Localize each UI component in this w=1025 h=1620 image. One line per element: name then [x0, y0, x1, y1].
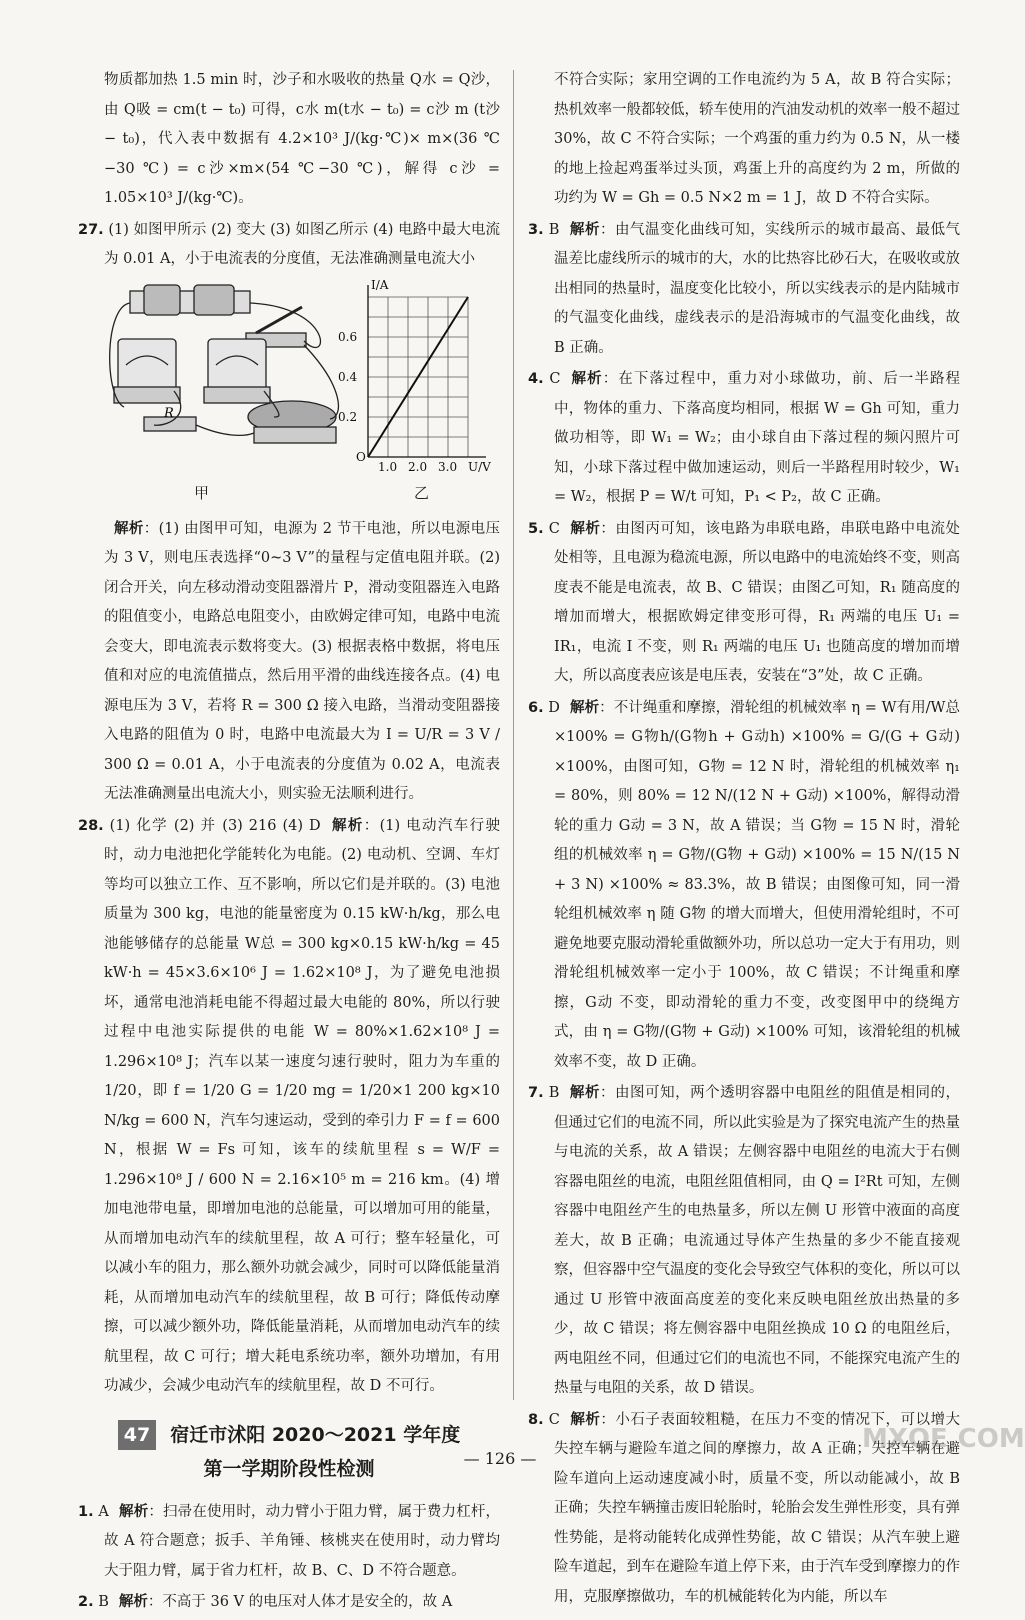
graph-xtick-1: 2.0: [408, 459, 428, 474]
paragraph-intro: 物质都加热 1.5 min 时，沙子和水吸收的热量 Q水 = Q沙，由 Q吸 = cm(t − t₀) 可得，c水 m(t水 − t₀) = c沙 m (t沙 − t₀)，代入表中数据有 4.2×10³ J/(kg·℃)× m×(36 ℃−30 ℃) = c沙×m×(54 ℃−30 ℃)，解得 c沙 = 1.05×10³ J/(kg·℃)。: [104, 72, 500, 206]
analysis-text: ：由气温变化曲线可知，实线所示的城市最高、最低气温差比虚线所示的城市的大，水的比热容比砂石大，在吸收或放出相同的热量时，温度变化比较小，所以实线表示的是内陆城市的气温变化曲线，虚线表示的是沿海城市的气温变化曲线，故 B 正确。: [554, 221, 961, 356]
section-subtitle: 第一学期阶段性检测: [203, 1457, 375, 1480]
analysis-label: 解析: [569, 221, 600, 238]
answer-text: C: [549, 371, 561, 387]
analysis-text: ：小石子表面较粗糙，在压力不变的情况下，可以增大失控车辆与避险车道之间的摩擦力，故 A 正确；失控车辆在避险车道向上运动速度减小时，质量不变，所以动能减小，故 B 正确；失控车辆撞击废旧轮胎时，轮胎会发生弹性形变，具有弹性势能，是将动能转化成弹性势能，故 C 错误；从汽车驶上避险车道起，到车在避险车道上停下来，由于汽车受到摩擦力的作用，克服摩擦做功，车的机械能转化为内能，所以车: [554, 1411, 961, 1605]
analysis-label: 解析: [569, 699, 600, 716]
question-number: 3.: [528, 221, 544, 238]
question-6: [528, 694, 960, 1078]
figure-label-yi: 乙: [414, 483, 430, 502]
analysis-text: ：不高于 36 V 的电压对人体才是安全的，故 A: [147, 1594, 453, 1610]
question-number: 7.: [528, 1085, 544, 1101]
graph-ytick-2: 0.2: [338, 409, 358, 424]
question-7: [528, 1079, 960, 1404]
graph-origin: O: [356, 449, 366, 464]
analysis-label: 解析: [330, 817, 364, 834]
analysis-text: ：扫帚在使用时，动力臂小于阻力臂，属于费力杠杆，故 A 符合题意；扳手、羊角锤、核桃夹在使用时，动力臂均大于阻力臂，属于省力杠杆，故 B、C、D 不符合题意。: [104, 1503, 501, 1579]
left-column: [78, 66, 500, 1620]
answer-text: (1) 化学 (2) 并 (3) 216 (4) D: [109, 817, 321, 834]
graph-xtick-0: 1.0: [378, 459, 398, 474]
analysis-label: 解析: [569, 1411, 601, 1428]
section-title: 宿迁市沭阳 2020～2021 学年度: [170, 1423, 461, 1446]
answer-text: B: [548, 1085, 560, 1101]
question-number: 6.: [528, 699, 544, 716]
question-4: [528, 365, 960, 513]
answer-text: B: [548, 221, 560, 238]
analysis-text: ：由图丙可知，该电路为串联电路，串联电路中电流处处相等，且电源为稳流电源，所以电路中的电流始终不变，则高度表不能是电流表，故 B、C 错误；由图乙可知，R₁ 随高度的增加而增大，根据欧姆定律变形可得，R₁ 两端的电压 U₁ = IR₁，电流 I 不变，则 R₁ 两端的电压 U₁ 也随高度的增加而增大，所以高度表应该是电压表，安装在“3”处，故 C 正确。: [554, 520, 961, 684]
analysis-label: 解析: [118, 1594, 148, 1610]
analysis-label: 解析: [569, 520, 601, 537]
answer-text: B: [98, 1594, 109, 1610]
paragraph-q2-continued: 不符合实际；家用空调的工作电流约为 5 A，故 B 符合实际；热机效率一般都较低，轿车使用的汽油发动机的效率一般不超过 30%，故 C 不符合实际；一个鸡蛋的重力约为 0.5 N，从一楼的地上捡起鸡蛋举过头顶，鸡蛋上升的高度约为 2 m，所做的功约为 W = Gh = 0.5 N×2 m = 1 J，故 D 不符合实际。: [554, 72, 960, 206]
column-divider: [513, 70, 514, 1400]
question-28: [78, 812, 500, 1402]
question-1: [78, 1498, 500, 1587]
resistor-label: R: [164, 405, 174, 421]
page-number: — 126 —: [463, 1449, 537, 1468]
question-2: [78, 1588, 500, 1618]
question-3: [528, 216, 960, 364]
analysis-label: 解析: [570, 371, 603, 387]
question-number: 8.: [528, 1411, 544, 1428]
analysis-label: 解析: [569, 1085, 600, 1101]
analysis-text: ：不计绳重和摩擦，滑轮组的机械效率 η = W有用/W总 ×100% = G物h/(G物h + G动h) ×100% = G/(G + G动) ×100%，由图可知，G物 = 12 N 时，滑轮组的机械效率 η₁ = 80%，则 80% = 12 N/(12 N + G动) ×100%，解得动滑轮的重力 G动 = 3 N，故 A 错误；当 G物 = 15 N 时，滑轮组的机械效率 η = G物/(G物 + G动) ×100% = 15 N/(15 N + 3 N) ×100% ≈ 83.3%，故 B 错误；由图像可知，同一滑轮组机械效率 η 随 G物 的增大而增大，但使用滑轮组时，不可避免地要克服动滑轮重做额外功，所以总功一定大于有用功，则滑轮组机械效率一定小于 100%，故 C 错误；不计绳重和摩擦，G动 不变，即动滑轮的重力不变，改变图甲中的绕绳方式，由 η = G物/(G物 + G动) ×100% 可知，该滑轮组的机械效率不变，故 D 正确。: [554, 699, 961, 1070]
figure-label-jia: 甲: [194, 483, 210, 502]
right-column: [528, 66, 960, 1614]
graph-ytick-1: 0.4: [338, 369, 358, 384]
question-number: 27.: [78, 221, 104, 238]
answer-text: C: [548, 520, 560, 537]
section-number: 47: [118, 1420, 156, 1450]
analysis-27: [78, 515, 500, 810]
answer-text: (1) 如图甲所示 (2) 变大 (3) 如图乙所示 (4) 电路中最大电流为 0.01 A，小于电流表的分度值，无法准确测量电流大小: [104, 221, 501, 267]
graph-xlabel: U/V: [468, 459, 491, 474]
watermark: MXQE.COM: [862, 1424, 1025, 1454]
analysis-label: 解析: [118, 1503, 149, 1520]
iu-graph-yi: [338, 277, 498, 473]
graph-xtick-2: 3.0: [438, 459, 458, 474]
graph-ylabel: I/A: [371, 277, 389, 292]
answer-text: A: [98, 1503, 109, 1520]
question-number: 4.: [528, 371, 544, 387]
figure-q27: [104, 277, 500, 509]
analysis-text: ：(1) 由图甲可知，电源为 2 节干电池，所以电源电压为 3 V，则电压表选择“0~3 V”的量程与定值电阻并联。(2) 闭合开关，向左移动滑动变阻器滑片 P，滑动变阻器连入电路的阻值变小，电路总电阻变小，由欧姆定律可知，电路中电流会变大，即电流表示数将变大。(3) 根据表格中数据，将电压值和对应的电流值描点，然后用平滑的曲线连接各点。(4) 电源电压为 3 V，若将 R = 300 Ω 接入电路，当滑动变阻器接入电路的阻值为 0 时，电路中电流最大为 I = U/R = 3 V / 300 Ω = 0.01 A，小于电流表的分度值为 0.02 A，电流表无法准确测量出电流大小，则实验无法顺利进行。: [104, 520, 501, 802]
answer-text: D: [548, 699, 560, 716]
question-number: 28.: [78, 817, 104, 834]
question-number: 2.: [78, 1594, 94, 1610]
question-27: [78, 216, 500, 275]
analysis-text: ：(1) 电动汽车行驶时，动力电池把化学能转化为电能。(2) 电动机、空调、车灯等均可以独立工作、互不影响，所以它们是并联的。(3) 电池质量为 300 kg，电池的能量密度为 0.15 kW·h/kg，那么电池能够储存的总能量 W总 = 300 kg×0.15 kW·h/kg = 45 kW·h = 45×3.6×10⁶ J = 1.62×10⁸ J，为了避免电池损坏，通常电池消耗电能不得超过最大电能的 80%，所以行驶过程中电池实际提供的电能 W = 80%×1.62×10⁸ J = 1.296×10⁸ J；汽车以某一速度匀速行驶时，阻力为车重的 1/20，即 f = 1/20 G = 1/20 mg = 1/20×1 200 kg×10 N/kg = 600 N，汽车匀速运动，受到的牵引力 F = f = 600 N，根据 W = Fs 可知，该车的续航里程 s = W/F = 1.296×10⁸ J / 600 N = 2.16×10⁵ m = 216 km。(4) 增加电池带电量，即增加电池的总能量，可以增加可用的能量，从而增加电动汽车的续航里程，故 A 可行；整车轻量化，可以减小车的阻力，那么额外功就会减少，同时可以降低能量消耗，从而增加电动汽车的续航里程，故 B 可行；降低传动摩擦，可以减少额外功，降低能量消耗，从而增加电动汽车的续航里程，故 C 可行；增大耗电系统功率，额外功增加，有用功减少，会减少电动汽车的续航里程，故 D 不可行。: [104, 817, 501, 1394]
analysis-text: ：由图可知，两个透明容器中电阻丝的阻值是相同的，但通过它们的电流不同，所以此实验是为了探究电流产生的热量与电流的关系，故 A 错误；左侧容器中电阻丝的电流大于右侧容器电阻丝的电流，电阻丝阻值相同，由 Q = I²Rt 可知，左侧容器中电阻丝产生的电热量多，所以左侧 U 形管中液面的高度差大，故 B 正确；电流通过导体产生热量的多少不能直接观察，但容器中空气温度的变化会导致空气体积的变化，所以可以通过 U 形管中液面高度差的变化来反映电阻丝放出热量的多少，故 C 错误；将左侧容器中电阻丝换成 10 Ω 的电阻丝后，两电阻丝不同，但通过它们的电流也不同，不能探究电流产生的热量与电阻的关系，故 D 错误。: [554, 1085, 961, 1396]
graph-ytick-0: 0.6: [338, 329, 358, 344]
question-number: 1.: [78, 1503, 94, 1520]
analysis-text: ：在下落过程中，重力对小球做功，前、后一半路程中，物体的重力、下落高度均相同，根据 W = Gh 可知，重力做功相等，即 W₁ = W₂；由小球自由下落过程的频闪照片可知，小球下落过程中做加速运动，则后一半路程用时较少，W₁ = W₂，根据 P = W/t 可知，P₁ < P₂，故 C 正确。: [554, 371, 961, 505]
question-5: [528, 515, 960, 692]
answer-text: C: [548, 1411, 560, 1428]
analysis-label: 解析: [114, 520, 144, 537]
question-number: 5.: [528, 520, 544, 537]
